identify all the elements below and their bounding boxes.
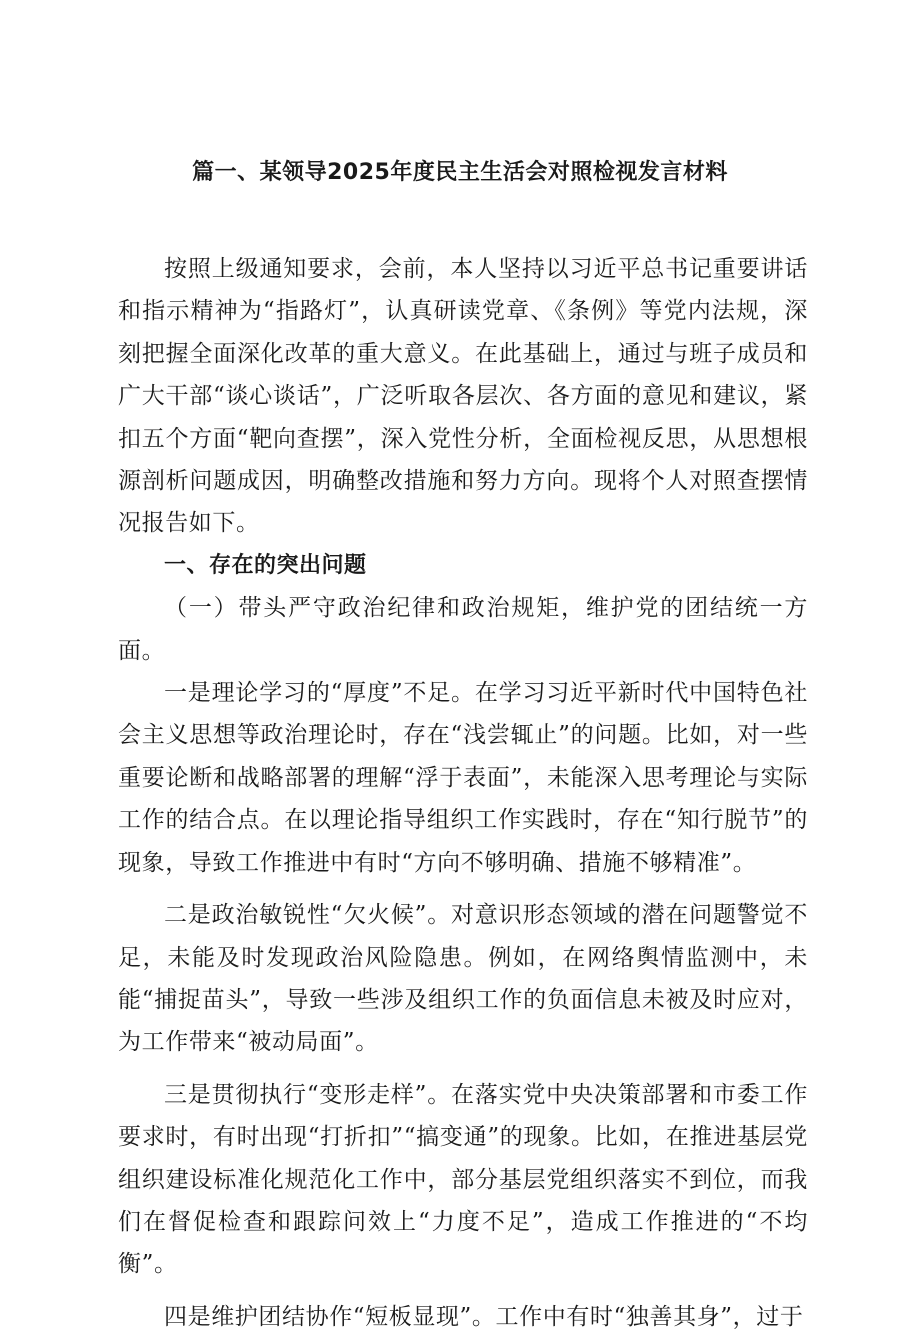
document-body <box>118 248 808 1338</box>
paragraph-one: 一是理论学习的“厚度”不足。在学习习近平新时代中国特色社会主义思想等政治理论时，存在“浅尝辄止”的问题。比如，对一些重要论断和战略部署的理解“浮于表面”，未能深入思考理论与实际工作的结合点。在以理论指导组织工作实践时，存在“知行脱节”的现象，导致工作推进中有时“方向不够明确、措施不够精准”。 <box>118 680 808 876</box>
section-heading: 一、存在的突出问题 <box>164 552 367 578</box>
intro-paragraph: 按照上级通知要求，会前，本人坚持以习近平总书记重要讲话和指示精神为“指路灯”，认真研读党章、《条例》等党内法规，深刻把握全面深化改革的重大意义。在此基础上，通过与班子成员和广大干部“谈心谈话”，广泛听取各层次、各方面的意见和建议，紧扣五个方面“靶向查摆”，深入党性分析，全面检视反思，从思想根源剖析问题成因，明确整改措施和努力方向。现将个人对照查摆情况报告如下。 <box>118 256 808 537</box>
paragraph-two: 二是政治敏锐性“欠火候”。对意识形态领域的潜在问题警觉不足，未能及时发现政治风险隐患。例如，在网络舆情监测中，未能“捕捉苗头”，导致一些涉及组织工作的负面信息未被及时应对，为工作带来“被动局面”。 <box>118 902 808 1056</box>
paragraph-four: 四是维护团结协作“短板显现”。工作中有时“独善其身”，过于 <box>164 1303 804 1330</box>
paragraph-three: 三是贯彻执行“变形走样”。在落实党中央决策部署和市委工作要求时，有时出现“打折扣”“搞变通”的现象。比如，在推进基层党组织建设标准化规范化工作中，部分基层党组织落实不到位，而我们在督促检查和跟踪问效上“力度不足”，造成工作推进的“不均衡”。 <box>118 1081 808 1278</box>
subsection-heading: （一）带头严守政治纪律和政治规矩，维护党的团结统一方面。 <box>118 595 808 664</box>
document-title: 篇一、某领导2025年度民主生活会对照检视发言材料 <box>192 160 728 185</box>
